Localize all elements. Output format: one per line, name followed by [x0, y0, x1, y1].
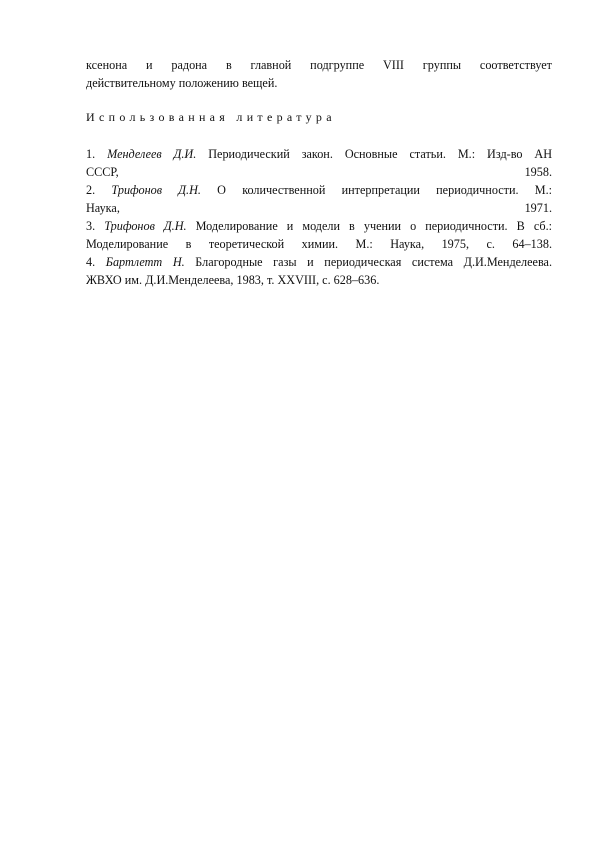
- reference-author: Трифонов Д.Н.: [111, 183, 201, 197]
- reference-title: Благородные газы и периодическая система Д.И.Менделеева.: [195, 255, 553, 269]
- reference-2-line-1: [86, 181, 552, 199]
- reference-item-2: [86, 181, 552, 217]
- intro-line-1: ксенона и радона в главной подгруппе VIII группы соответствует: [86, 58, 552, 72]
- reference-number: 1.: [86, 147, 96, 161]
- reference-publisher: Наука,: [86, 201, 120, 215]
- reference-item-3: [86, 217, 552, 253]
- reference-4-line-2: ЖВХО им. Д.И.Менделеева, 1983, т. XXVIII, с. 628–636.: [86, 273, 380, 287]
- intro-line-2: действительному положению вещей.: [86, 76, 278, 90]
- reference-3-line-2: Моделирование в теоретической химии. М.: Наука, 1975, с. 64–138.: [86, 237, 552, 251]
- reference-1-line-2: [86, 163, 552, 181]
- reference-item-4: [86, 253, 552, 289]
- reference-title: Моделирование и модели в учении о периодичности. В сб.:: [195, 219, 553, 233]
- reference-title: О количественной интерпретации периодичности. М.:: [217, 183, 553, 197]
- reference-author: Трифонов Д.Н.: [104, 219, 187, 233]
- reference-list: [86, 145, 552, 289]
- reference-author: Менделеев Д.И.: [107, 147, 197, 161]
- reference-author: Бартлетт Н.: [105, 255, 185, 269]
- reference-3-line-1: [86, 217, 552, 235]
- document-page: [86, 56, 552, 289]
- reference-year: 1958.: [524, 165, 552, 179]
- reference-number: 4.: [86, 255, 96, 269]
- reference-4-line-1: [86, 253, 552, 271]
- reference-year: 1971.: [524, 201, 552, 215]
- reference-number: 2.: [86, 183, 96, 197]
- references-heading: Использованная литература: [86, 110, 336, 124]
- reference-1-line-1: [86, 145, 552, 163]
- reference-item-1: [86, 145, 552, 181]
- reference-2-line-2: [86, 199, 552, 217]
- intro-paragraph: [86, 56, 552, 92]
- reference-title: Периодический закон. Основные статьи. М.: Изд-во АН: [208, 147, 553, 161]
- reference-publisher: СССР,: [86, 165, 119, 179]
- reference-number: 3.: [86, 219, 96, 233]
